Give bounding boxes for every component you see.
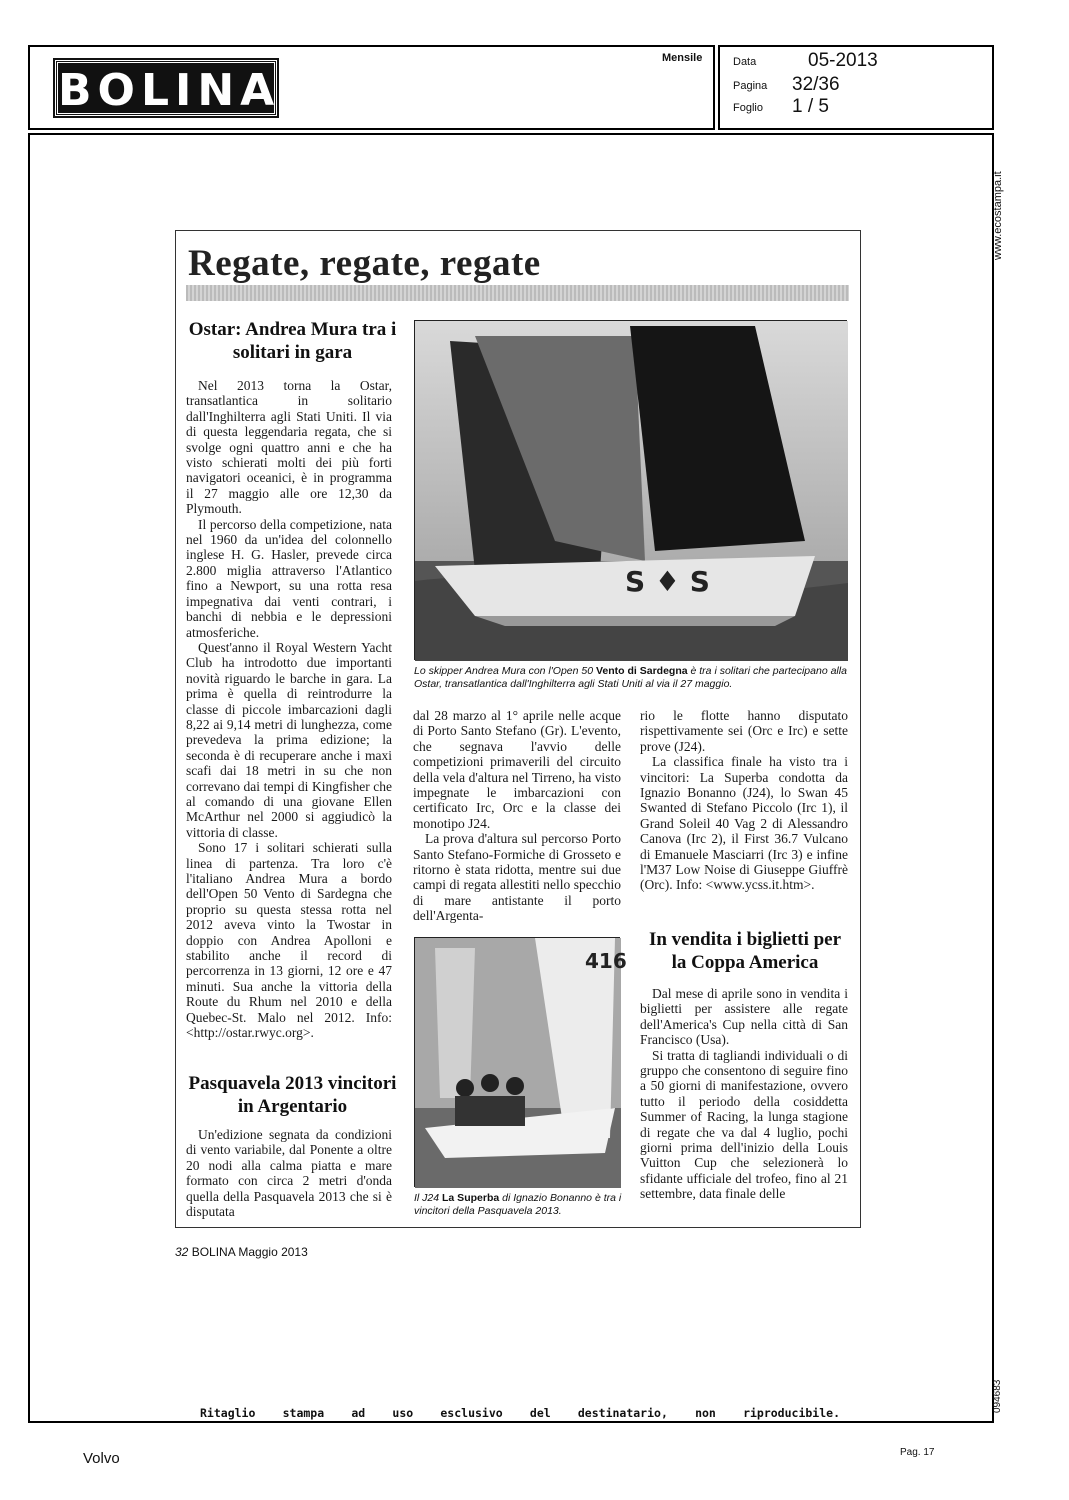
svg-text:S ♦ S: S ♦ S bbox=[625, 565, 710, 598]
folio-number: 32 bbox=[175, 1245, 189, 1259]
client-name: Volvo bbox=[83, 1450, 120, 1467]
ostar-paragraph-1: Nel 2013 torna la Ostar, transatlantica in solitario dall'Inghilterra agli Stati Uniti. Il via di questa leggendaria regata, che si svolge ogni quattro anni e che ha visto schierati molti dei più forti navigatori oceanici, è in programma il 27 maggio alle ore 12,30 da Plymouth. bbox=[186, 378, 392, 517]
photo1-caption-pre: Lo skipper Andrea Mura con l'Open 50 bbox=[414, 665, 596, 677]
pasquavela-paragraph-1: Un'edizione segnata da condizioni di vento variabile, dal Ponente a oltre 20 nodi alla calma piatta e mare formato con circa 2 metri d'onda quella della Pasquavela 2013 che si è disputata bbox=[186, 1127, 392, 1220]
copyright-notice: Ritaglio stampa ad uso esclusivo del destinatario, non riproducibile. bbox=[200, 1406, 840, 1420]
photo2-caption-post: di Ignazio Bonanno è tra i vincitori della Pasquavela 2013. bbox=[414, 1192, 622, 1217]
headline-rule bbox=[186, 285, 849, 301]
photo2-caption-pre: Il J24 bbox=[414, 1192, 443, 1204]
ostar-text bbox=[186, 378, 392, 1040]
page-number: Pag. 17 bbox=[900, 1447, 935, 1458]
pasquavela-col3-paragraph-1: rio le flotte hanno disputato rispettivamente sei (Orc e Irc) e sette prove (J24). bbox=[640, 708, 848, 754]
photo1-caption-bold: Vento di Sardegna bbox=[595, 665, 688, 677]
ostar-paragraph-3: Quest'anno il Royal Western Yacht Club ha introdotto due importanti novità riguardo le barche in gara. La prima è quella di reintrodurre la classe di piccole imbarcazioni dagli 8,22 ai 9,14 metri di lunghezza, come prevedeva la prima edizione; la seconda è di recuperare anche i maxi scafi dai 18 metri in su che non correvano dai tempi di Kingfisher che al comando di una giovane Ellen McArthur nel 2000 si aggiudicò la vittoria di classe. bbox=[186, 639, 392, 840]
pasquavela-column-2 bbox=[413, 708, 621, 924]
article-headline: Regate, regate, regate bbox=[188, 243, 541, 284]
sail-number: 416 bbox=[585, 949, 627, 973]
ostar-paragraph-4: Sono 17 i solitari schierati sulla linea di partenza. Tra loro c'è l'italiano Andrea Mura a bordo dell'Open 50 Vento di Sardegna che proprio su questa stessa rotta nel 2012 aveva vinto la Twostar in doppio con Andrea Apolloni e stabilito anche il record di percorrenza in 13 giorni, 12 ore e 47 minuti. Sua anche la vittoria della Route du Rhum nel 2010 e della Quebec-St. Malo nel 2012. Info: <http://ostar.rwyc.org>. bbox=[186, 840, 392, 1041]
ostar-title: Ostar: Andrea Mura tra i solitari in gara bbox=[188, 319, 397, 363]
pasquavela-title: Pasquavela 2013 vincitori in Argentario bbox=[188, 1073, 397, 1117]
sailboat-image bbox=[415, 321, 848, 661]
photo1-caption-post: è tra i solitari che partecipano alla Ostar, transatlantica dall'Inghilterra agli Stati Uniti al via il 27 maggio. bbox=[414, 665, 847, 690]
coppa-paragraph-1: Dal mese di aprile sono in vendita i biglietti per assistere alle regate dell'America's Cup nella città di San Francisco (Usa). bbox=[640, 986, 848, 1048]
pasquavela-col2-paragraph-1: dal 28 marzo al 1° aprile nelle acque di Porto Santo Stefano (Gr). L'evento, che segnava l'avvio delle competizioni primaverili del circuito della vela d'altura nel Tirreno, ha visto impegnate le imbarcazioni con certificato Irc, Orc e la classe dei monotipo J24. bbox=[413, 708, 621, 831]
clipping-code: 094683 bbox=[992, 1379, 1003, 1413]
coppa-text bbox=[640, 986, 848, 1202]
photo-vento-di-sardegna bbox=[414, 320, 847, 660]
date-label: Data bbox=[733, 56, 757, 68]
page-value: 32/36 bbox=[792, 74, 840, 95]
bolina-logo: BOLINA bbox=[55, 60, 277, 116]
coppa-title: In vendita i biglietti per la Coppa America bbox=[648, 929, 842, 973]
pasquavela-text bbox=[186, 1127, 392, 1219]
sheet-label: Foglio bbox=[733, 102, 763, 114]
photo-la-superba bbox=[414, 937, 627, 1187]
sheet-value: 1 / 5 bbox=[792, 96, 829, 117]
pasquavela-col2-paragraph-2: La prova d'altura sul percorso Porto Santo Stefano-Formiche di Grosseto e ritorno è stata ridotta, mentre sui due campi di regata allestiti nello specchio di mare antistante il porto dell'Argenta- bbox=[413, 831, 621, 924]
source-url: www.ecostampa.it bbox=[992, 171, 1004, 260]
folio-text: BOLINA Maggio 2013 bbox=[191, 1245, 308, 1259]
photo1-caption bbox=[414, 665, 854, 691]
pasquavela-col3-paragraph-2: La classifica finale ha visto tra i vincitori: La Superba condotta da Ignazio Bonanno (J24), lo Swan 45 Swanted di Stefano Piccolo (Irc 1), il Grand Soleil 40 Vag 2 di Alessandro Canova (Irc 2), il First 36.7 Vulcano di Emanuele Masciarri (Irc 3) e infine l'M37 Low Noise di Giuseppe Giuffrè (Orc). Info: <www.ycss.it.htm>. bbox=[640, 754, 848, 893]
date-value: 05-2013 bbox=[808, 50, 878, 71]
frequency-label: Mensile bbox=[662, 52, 703, 64]
pasquavela-column-3 bbox=[640, 708, 848, 893]
ostar-paragraph-2: Il percorso della competizione, nata nel 1960 da un'idea del colonnello inglese H. G. Hasler, prevede circa 2.800 miglia attraverso l'Atlantico fino a Newport, su una rotta resa impegnativa dai venti contrari, i banchi di nebbia e le depressioni atmosferiche. bbox=[186, 516, 392, 640]
photo2-caption-bold: La Superba bbox=[442, 1192, 500, 1204]
folio bbox=[175, 1245, 308, 1259]
photo2-caption bbox=[414, 1192, 624, 1218]
coppa-paragraph-2: Si tratta di tagliandi individuali o di gruppo che consentono di seguire fino a 50 giorni di manifestazione, ovvero tutto il periodo della cosiddetta Summer of Racing, la lunga stagione di regate che va dal 4 luglio, pochi giorni prima dell'inizio della Louis Vuitton Cup che selezionerà lo sfidante ufficiale del trofeo, fino al 21 settembre, data finale delle bbox=[640, 1047, 848, 1202]
j24-image bbox=[415, 938, 627, 1188]
page-label: Pagina bbox=[733, 80, 768, 92]
